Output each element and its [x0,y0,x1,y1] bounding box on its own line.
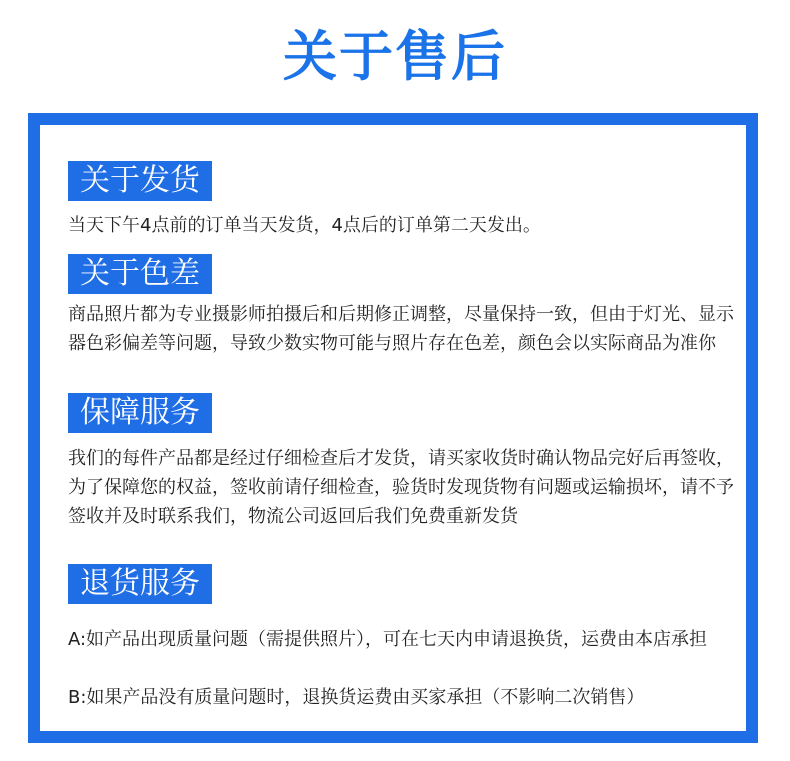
section-title-returns: 退货服务 [68,564,212,604]
section-title-color-difference: 关于色差 [68,254,212,294]
page-title: 关于售后 [283,25,507,88]
section-text-guarantee: 我们的每件产品都是经过仔细检查后才发货，请买家收货时确认物品完好后再签收，为了保障您的权益，签收前请仔细检查，验货时发现货物有问题或运输损坏，请不予签收并及时联系我们，物流公司返回后我们免费重新发货 [68,448,734,527]
returns-line-a: A:如产品出现质量问题（需提供照片），可在七天内申请退换货，运费由本店承担 [68,629,708,650]
section-title-shipping: 关于发货 [68,161,212,201]
section-text-shipping: 当天下午4点前的订单当天发货，4点后的订单第二天发出。 [68,215,541,236]
section-text-color-difference: 商品照片都为专业摄影师拍摄后和后期修正调整，尽量保持一致，但由于灯光、显示器色彩偏差等问题，导致少数实物可能与照片存在色差，颜色会以实际商品为准你 [68,304,734,354]
section-title-guarantee: 保障服务 [68,393,212,433]
returns-line-b: B:如果产品没有质量问题时，退换货运费由买家承担（不影响二次销售） [68,687,645,708]
